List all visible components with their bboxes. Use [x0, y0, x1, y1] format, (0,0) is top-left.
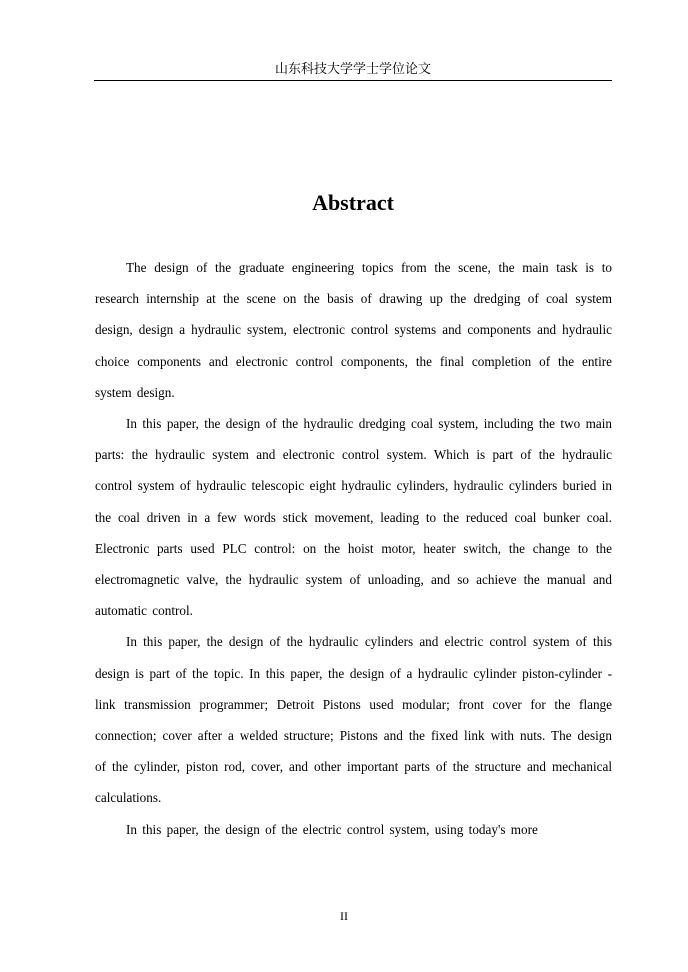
paragraph-2: In this paper, the design of the hydraulic dredging coal system, including the two main parts: the hydraulic system and electronic control system. Which is part of the hydraulic control system of hydraulic telescopic eight hydraulic cylinders, hydraulic cylinders buried in the coal driven in a few words stick movement, leading to the reduced coal bunker coal. Electronic parts used PLC control: on the hoist motor, heater switch, the change to the electromagnetic valve, the hydraulic system of unloading, and so achieve the manual and automatic control. — [95, 416, 612, 619]
paragraph-3: In this paper, the design of the hydraulic cylinders and electric control system of this design is part of the topic. In this paper, the design of a hydraulic cylinder piston-cylinder - link transmission programmer; Detroit Pistons used modular; front cover for the flange connection; cover after a welded structure; Pistons and the fixed link with nuts. The design of the cylinder, piston rod, cover, and other important parts of the structure and mechanical calculations. — [95, 634, 612, 806]
header-divider — [94, 80, 612, 81]
abstract-body — [95, 252, 612, 845]
abstract-title: Abstract — [312, 190, 394, 215]
running-header: 山东科技大学学士学位论文 — [274, 62, 431, 77]
page-number: II — [340, 909, 348, 923]
paragraph-1: The design of the graduate engineering topics from the scene, the main task is to research internship at the scene on the basis of drawing up the dredging of coal system design, design a hydraulic system, electronic control systems and components and hydraulic choice components and electronic control components, the final completion of the entire system design. — [95, 260, 612, 400]
paragraph-4: In this paper, the design of the electric control system, using today's more — [126, 821, 538, 837]
